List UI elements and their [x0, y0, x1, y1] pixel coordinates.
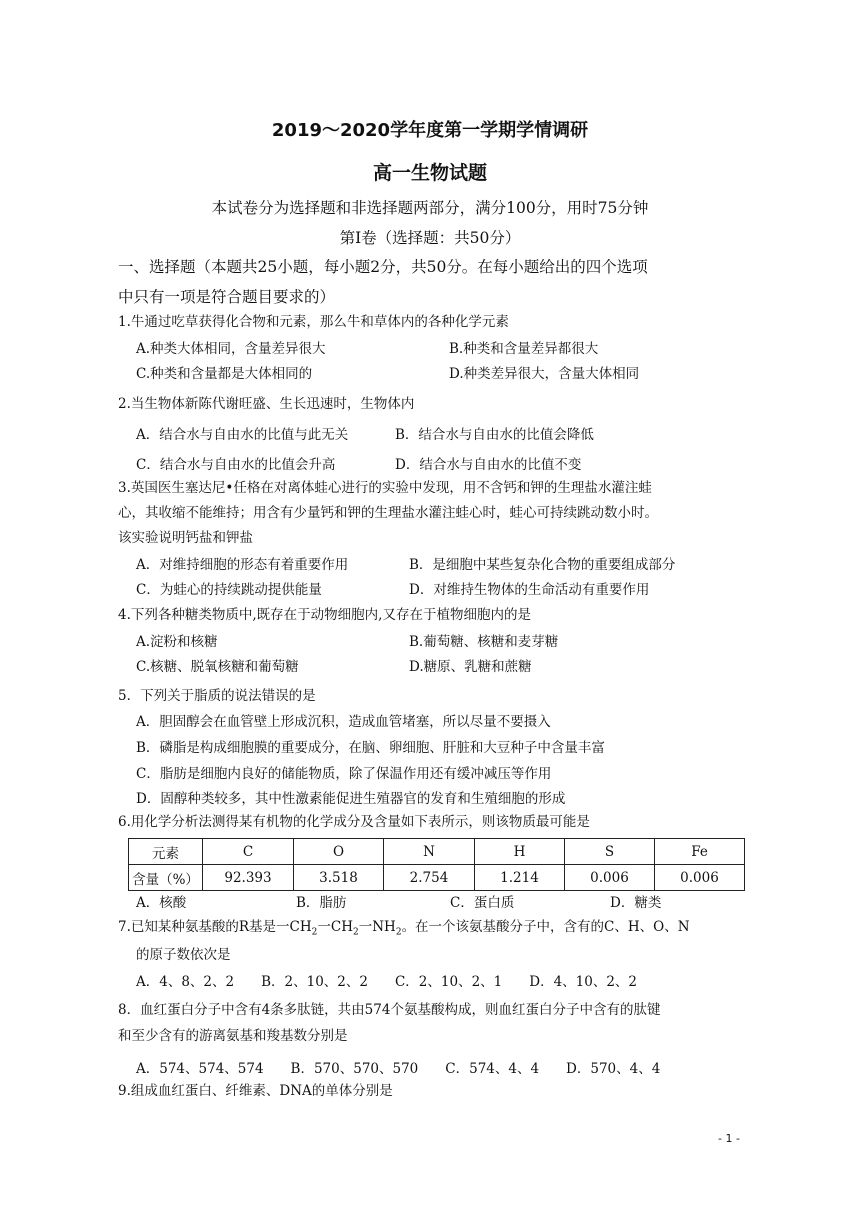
question-2-option-d: D．结合水与自由水的比值不变 [395, 457, 582, 473]
question-4-option-a: A.淀粉和核糖 [136, 634, 218, 650]
question-6-option-c: C．蛋白质 [450, 895, 515, 911]
part-heading: 第Ⅰ卷（选择题：共50分） [339, 229, 521, 247]
table-row [129, 865, 745, 891]
table-cell: 元素 [129, 839, 203, 865]
question-5-option-d: D．固醇种类较多，其中性激素能促进生殖器官的发育和生殖细胞的形成 [136, 791, 566, 807]
table-cell: 含量（%） [129, 865, 203, 891]
question-9-stem: 9.组成血红蛋白、纤维素、DNA的单体分别是 [118, 1083, 393, 1099]
table-header-row [129, 839, 745, 865]
question-7-options: A．4、8、2、2 B．2、10、2、2 C．2、10、2、1 D．4、10、2、2 [136, 974, 638, 990]
question-8-line2: 和至少含有的游离氨基和羧基数分别是 [118, 1028, 348, 1044]
question-7-line1 [118, 915, 758, 946]
exam-info: 本试卷分为选择题和非选择题两部分，满分100分，用时75分钟 [211, 199, 649, 217]
table-cell: H [475, 839, 565, 865]
question-1-option-c: C.种类和含量都是大体相同的 [136, 366, 313, 382]
question-3-line3: 该实验说明钙盐和钾盐 [118, 530, 253, 546]
section-instructions-line2: 中只有一项是符合题目要求的） [118, 288, 336, 306]
table-cell: 92.393 [203, 865, 294, 891]
question-6-option-d: D．糖类 [610, 895, 662, 911]
question-2-option-c: C．结合水与自由水的比值会升高 [136, 457, 336, 473]
question-2-option-b: B．结合水与自由水的比值会降低 [395, 427, 594, 443]
question-8-options: A．574、574、574 B．570、570、570 C．574、4、4 D．570、4、4 [136, 1061, 661, 1077]
question-7-text: 一NH [358, 919, 396, 935]
exam-title: 2019～2020学年度第一学期学情调研 [271, 120, 589, 141]
table-cell: 3.518 [294, 865, 384, 891]
subscript: 2 [353, 927, 359, 938]
question-1-option-b: B.种类和含量差异都很大 [449, 341, 599, 357]
question-5-stem: 5．下列关于脂质的说法错误的是 [118, 688, 316, 704]
table-cell: Fe [655, 839, 745, 865]
question-6-option-a: A．核酸 [136, 895, 187, 911]
table-cell: 0.006 [655, 865, 745, 891]
question-8-line1: 8．血红蛋白分子中含有4条多肽链，共由574个氨基酸构成，则血红蛋白分子中含有的肽键 [118, 1002, 661, 1018]
question-2-stem: 2.当生物体新陈代谢旺盛、生长迅速时，生物体内 [118, 396, 415, 412]
table-cell: C [203, 839, 294, 865]
question-5-option-c: C．脂肪是细胞内良好的储能物质，除了保温作用还有缓冲减压等作用 [136, 766, 552, 782]
question-3-option-b: B．是细胞中某些复杂化合物的重要组成部分 [409, 557, 676, 573]
question-5-option-b: B．磷脂是构成细胞膜的重要成分，在脑、卵细胞、肝脏和大豆种子中含量丰富 [136, 740, 605, 756]
question-6-stem: 6.用化学分析法测得某有机物的化学成分及含量如下表所示，则该物质最可能是 [118, 814, 590, 830]
question-4-option-b: B.葡萄糖、核糖和麦芽糖 [409, 634, 559, 650]
table-cell: N [384, 839, 475, 865]
question-7-text: 。在一个该氨基酸分子中，含有的C、H、O、N [401, 919, 690, 935]
table-cell: S [565, 839, 655, 865]
question-1-option-d: D.种类差异很大，含量大体相同 [449, 366, 640, 382]
question-3-option-c: C．为蛙心的持续跳动提供能量 [136, 582, 322, 598]
table-cell: 2.754 [384, 865, 475, 891]
subscript: 2 [311, 927, 318, 938]
question-4-stem: 4.下列各种糖类物质中,既存在于动物细胞内,又存在于植物细胞内的是 [118, 607, 531, 623]
question-7-text: 7.已知某种氨基酸的R基是一CH [118, 919, 312, 935]
question-3-line2: 心，其收缩不能维持；用含有少量钙和钾的生理盐水灌注蛙心时，蛙心可持续跳动数小时。 [118, 505, 658, 521]
question-5-option-a: A．胆固醇会在血管壁上形成沉积，造成血管堵塞，所以尽量不要摄入 [136, 714, 551, 730]
question-2-option-a: A．结合水与自由水的比值与此无关 [136, 427, 349, 443]
subscript: 2 [395, 927, 402, 938]
question-4-option-d: D.糖原、乳糖和蔗糖 [409, 659, 532, 675]
question-7-text: 一CH [317, 919, 353, 935]
page-number: - 1 - [718, 1132, 740, 1145]
question-4-option-c: C.核糖、脱氧核糖和葡萄糖 [136, 659, 299, 675]
question-3-option-d: D．对维持生物体的生命活动有重要作用 [409, 582, 650, 598]
table-cell: 1.214 [475, 865, 565, 891]
question-1-stem: 1.牛通过吃草获得化合物和元素，那么牛和草体内的各种化学元素 [118, 314, 509, 330]
subject-title: 高一生物试题 [372, 162, 487, 184]
question-3-line1: 3.英国医生塞达尼•任格在对离体蛙心进行的实验中发现，用不含钙和钾的生理盐水灌注蛙 [118, 480, 652, 496]
section-instructions-line1: 一、选择题（本题共25小题，每小题2分，共50分。在每小题给出的四个选项 [118, 258, 648, 276]
table-cell: 0.006 [565, 865, 655, 891]
question-7-line2: 的原子数依次是 [136, 947, 231, 963]
question-1-option-a: A.种类大体相同，含量差异很大 [136, 341, 326, 357]
table-cell: O [294, 839, 384, 865]
element-content-table [128, 838, 745, 891]
question-3-option-a: A．对维持细胞的形态有着重要作用 [136, 557, 349, 573]
question-6-option-b: B．脂肪 [296, 895, 347, 911]
